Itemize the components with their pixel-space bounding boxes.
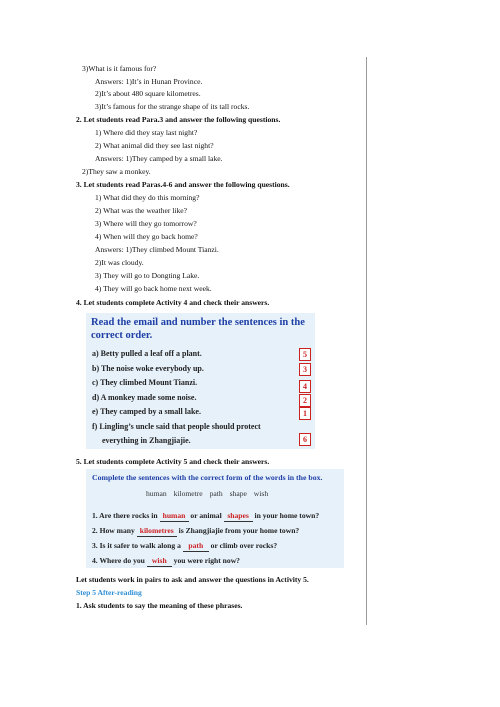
answer-line: Answers: 1)They camped by a small lake. (95, 154, 223, 163)
answer-line: 3)It’s famous for the strange shape of its tall rocks. (95, 102, 250, 111)
question-line: 1) What did they do this morning? (95, 193, 200, 202)
activity-5-title: Complete the sentences with the correct form of the words in the box. (92, 473, 323, 482)
activity-4-box (86, 313, 315, 449)
word-box (146, 489, 273, 499)
activity-5-question-1: 1. Are there rocks in human or animal shapes in your home town? (92, 511, 320, 520)
activity-5-question-3: 3. Is it safer to walk along a path or climb over rocks? (92, 541, 278, 550)
after-reading-task-1: 1. Ask students to say the meaning of these phrases. (76, 601, 243, 610)
activity-5-box (86, 469, 344, 568)
order-number-box: 3 (299, 363, 311, 376)
question-line: 4) When will they go back home? (95, 232, 198, 241)
step-2-heading: 2. Let students read Para.3 and answer the following questions. (76, 115, 281, 124)
answer-blank: shapes (224, 511, 253, 522)
word: wish (253, 489, 269, 498)
question-line: 2) What was the weather like? (95, 206, 187, 215)
step-4-heading: 4. Let students complete Activity 4 and check their answers. (76, 298, 270, 307)
word: human (146, 489, 167, 498)
answer-line: 3) They will go to Dongting Lake. (95, 271, 200, 280)
activity-4-item: everything in Zhangjiajie. (102, 436, 191, 445)
step-5-after-reading-heading: Step 5 After-reading (76, 588, 142, 597)
answer-blank: path (183, 541, 209, 552)
order-number-box: 6 (299, 433, 311, 446)
word: shape (229, 489, 247, 498)
pair-work-line: Let students work in pairs to ask and answer the questions in Activity 5. (76, 575, 309, 584)
question-line: 2) What animal did they see last night? (95, 141, 214, 150)
activity-4-item: b) The noise woke everybody up. (92, 364, 204, 373)
activity-5-question-2: 2. How many kilometres is Zhangjiajie from your home town? (92, 526, 300, 535)
order-number-box: 4 (299, 380, 311, 393)
order-number-box: 1 (299, 407, 311, 420)
answer-blank: kilometres (137, 526, 177, 537)
activity-5-question-4: 4. Where do you wish you were right now? (92, 556, 240, 565)
answer-blank: wish (147, 556, 172, 567)
page-margin-line (366, 57, 367, 625)
step-5-heading: 5. Let students complete Activity 5 and check their answers. (76, 457, 270, 466)
order-number-box: 2 (299, 394, 311, 407)
activity-4-item: d) A monkey made some noise. (92, 393, 197, 402)
activity-4-item: c) They climbed Mount Tianzi. (92, 378, 198, 387)
answer-line: Answers: 1)They climbed Mount Tianzi. (95, 245, 219, 254)
answer-line: 2)It’s about 480 square kilometres. (95, 89, 201, 98)
activity-4-item: a) Betty pulled a leaf off a plant. (92, 349, 202, 358)
word: path (209, 489, 223, 498)
answer-line: 2)They saw a monkey. (82, 167, 151, 176)
answer-blank: human (160, 511, 189, 522)
word: kilometre (173, 489, 203, 498)
activity-4-item: f) Lingling’s uncle said that people should protect (92, 422, 261, 431)
question-line: 1) Where did they stay last night? (95, 128, 198, 137)
activity-4-item: e) They camped by a small lake. (92, 407, 201, 416)
order-number-box: 5 (299, 348, 311, 361)
step-3-heading: 3. Let students read Paras.4-6 and answer the following questions. (76, 180, 290, 189)
answer-line: 4) They will go back home next week. (95, 284, 212, 293)
question-3-famous: 3)What is it famous for? (82, 64, 157, 73)
question-line: 3) Where will they go tomorrow? (95, 219, 197, 228)
answer-line: 2)It was cloudy. (95, 258, 144, 267)
answer-line: Answers: 1)It’s in Hunan Province. (95, 77, 203, 86)
activity-4-title: Read the email and number the sentences in the correct order. (91, 317, 305, 341)
